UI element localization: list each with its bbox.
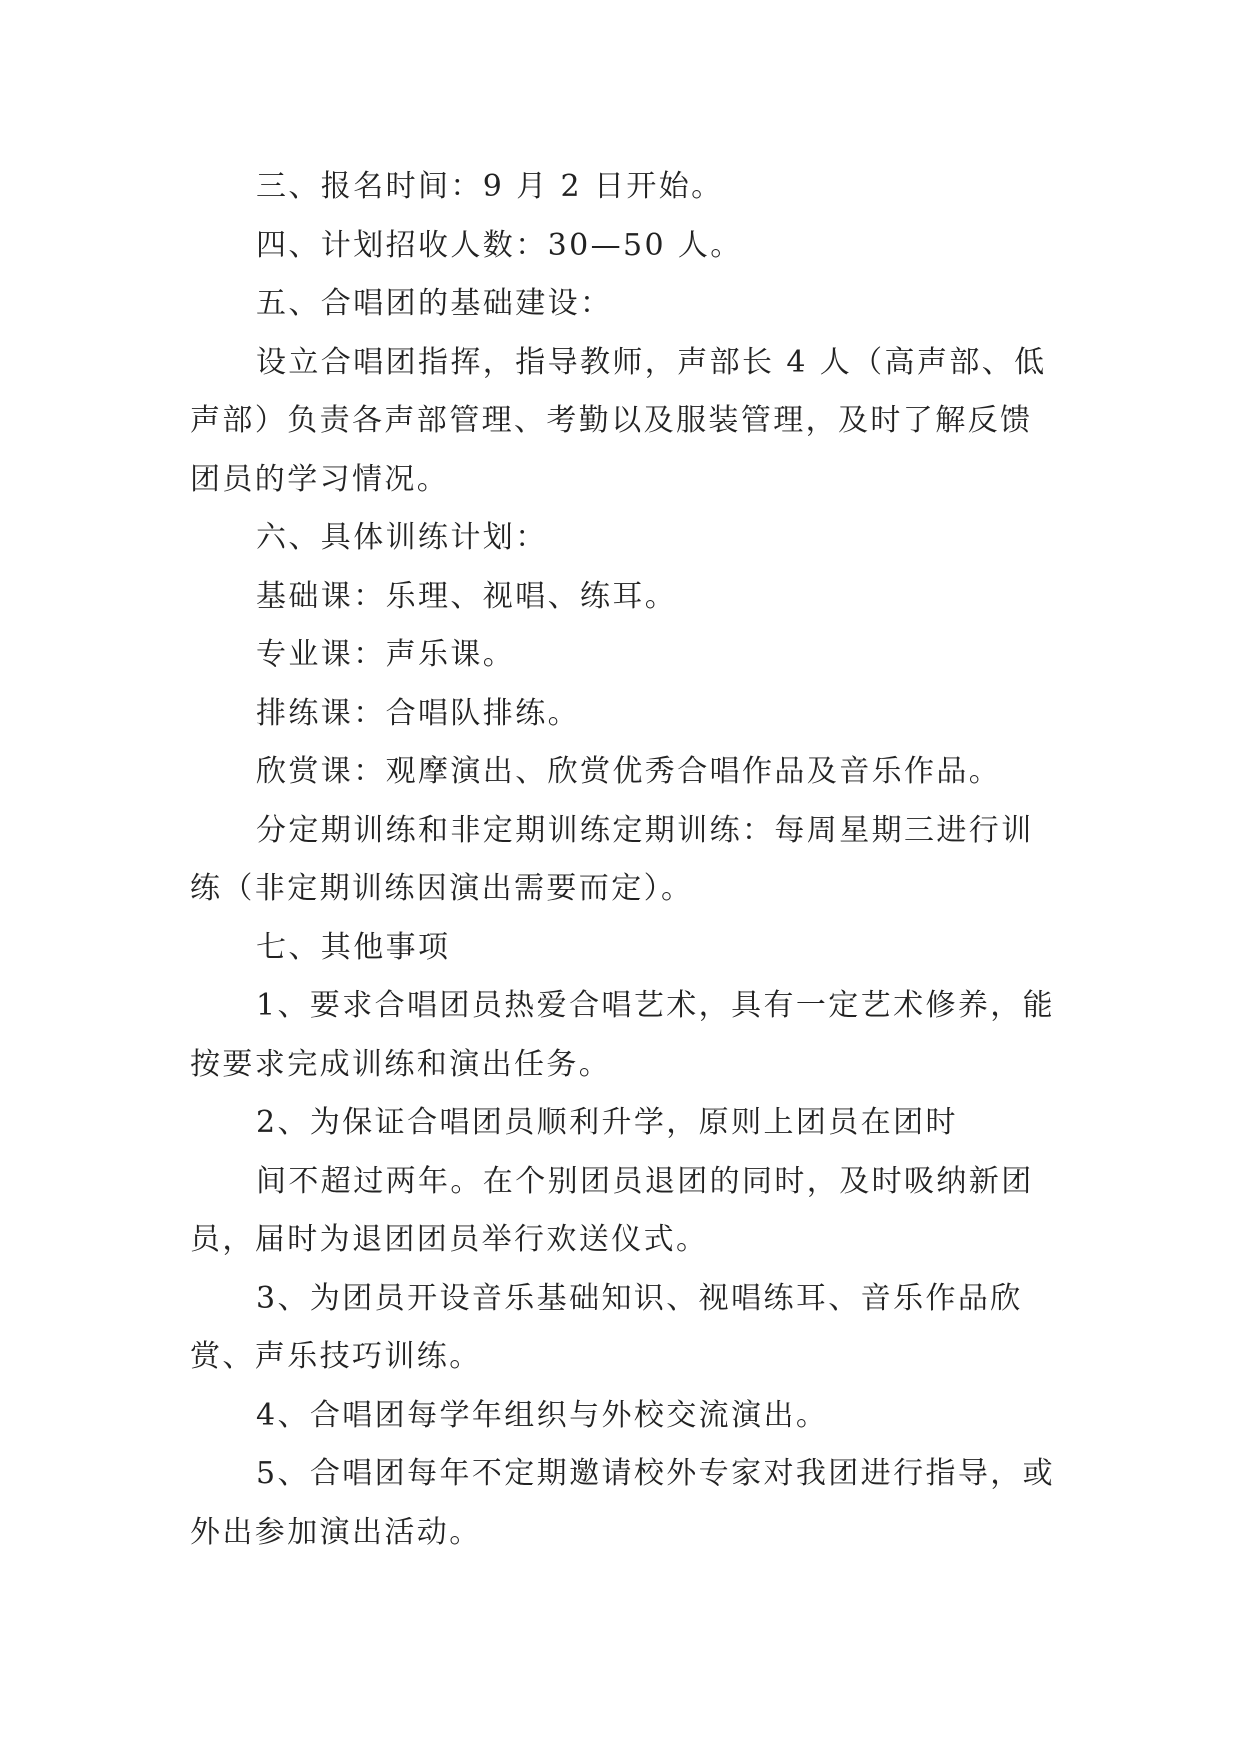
list-item-5: 5、合唱团每年不定期邀请校外专家对我团进行指导，或外出参加演出活动。 bbox=[190, 1456, 1056, 1550]
list-item-2: 2、为保证合唱团员顺利升学，原则上团员在团时 bbox=[256, 1105, 958, 1140]
list-item-1: 1、要求合唱团员热爱合唱艺术，具有一定艺术修养，能按要求完成训练和演出任务。 bbox=[190, 988, 1056, 1082]
paragraph-enrollment-count: 四、计划招收人数：30—50 人。 bbox=[256, 227, 743, 263]
heading-choir-foundation: 五、合唱团的基础建设： bbox=[256, 286, 613, 321]
list-item-3: 3、为团员开设音乐基础知识、视唱练耳、音乐作品欣赏、声乐技巧训练。 bbox=[190, 1280, 1023, 1374]
paragraph-professional-course: 专业课：声乐课。 bbox=[256, 637, 516, 672]
heading-training-plan: 六、具体训练计划： bbox=[256, 520, 548, 555]
paragraph-training-schedule: 分定期训练和非定期训练定期训练：每周星期三进行训练（非定期训练因演出需要而定）。 bbox=[190, 812, 1034, 906]
paragraph-basic-course: 基础课：乐理、视唱、练耳。 bbox=[256, 578, 678, 614]
list-item-2-continued: 间不超过两年。在个别团员退团的同时，及时吸纳新团员，届时为退团团员举行欢送仪式。 bbox=[190, 1163, 1034, 1257]
paragraph-appreciation-course: 欣赏课：观摩演出、欣赏优秀合唱作品及音乐作品。 bbox=[256, 754, 1002, 789]
document-body bbox=[190, 158, 1060, 1562]
paragraph-registration-time: 三、报名时间：9 月 2 日开始。 bbox=[256, 169, 724, 204]
heading-other-matters: 七、其他事项 bbox=[256, 929, 451, 965]
paragraph-rehearsal-course: 排练课：合唱队排练。 bbox=[256, 695, 580, 731]
paragraph-choir-organization: 设立合唱团指挥，指导教师，声部长 4 人（高声部、低声部）负责各声部管理、考勤以及服装管理，及时了解反馈团员的学习情况。 bbox=[190, 344, 1047, 497]
list-item-4: 4、合唱团每学年组织与外校交流演出。 bbox=[256, 1397, 829, 1433]
